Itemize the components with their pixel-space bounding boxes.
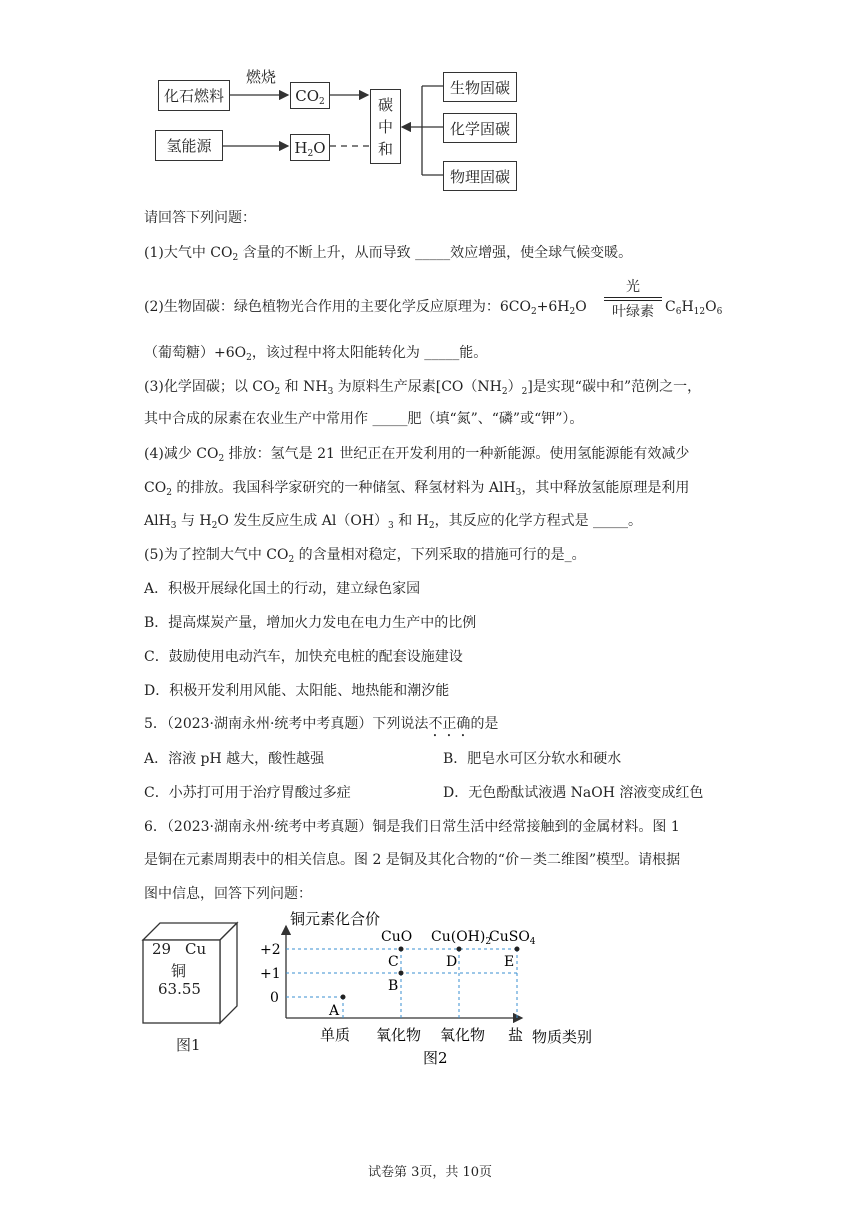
bio-fixation-label: 生物固碳 — [449, 78, 510, 97]
burn-label: 燃烧 — [246, 68, 277, 86]
question-4-line-1: (4)减少 $CO_2$ 排放：氢气是 21 世纪正在开发利用的一种新能源。使用氢能源能有效减少 — [144, 446, 690, 464]
point-label-e: E — [504, 954, 515, 970]
compound-name: CuO — [381, 929, 413, 945]
problem-5-option-b: B．肥皂水可区分软水和硬水 — [443, 751, 622, 767]
phys-fixation-label: 物理固碳 — [449, 167, 510, 186]
compound-name: $Cu(OH)_2$ — [431, 929, 492, 947]
problem-6-line-1: 6．（2023·湖南永州·统考中考真题）铜是我们日常生活中经常接触到的金属材料。图 1 — [144, 819, 680, 835]
chart-points — [328, 929, 536, 1019]
option-a: A．积极开展绿化国土的行动，建立绿色家园 — [144, 581, 421, 597]
x-tick-label: 单质 — [320, 1026, 351, 1044]
question-4-line-3: AlH$_3$ 与 $H_2O$ 发生反应生成 $Al(OH)_3$ 和 $H_2$，其反应的化学方程式是 _____。 — [144, 513, 643, 531]
glucose-formula: $C_6H_{12}O_6$ — [665, 299, 723, 317]
atomic-number: 29 — [152, 940, 172, 958]
page-footer: 试卷第 3页，共 10页 — [367, 1165, 493, 1180]
chem-fixation-label: 化学固碳 — [449, 119, 510, 138]
condition-top: 光 — [626, 279, 640, 295]
option-c: C．鼓励使用电动汽车，加快充电桩的配套设施建设 — [144, 649, 463, 665]
hydrogen-label: 氢能源 — [166, 137, 212, 155]
atomic-mass: 63.55 — [158, 980, 201, 998]
chart-gridlines — [286, 949, 517, 1018]
x-tick-label: 盐 — [508, 1026, 524, 1044]
point-label-a: A — [329, 1003, 340, 1019]
point-label-b: B — [388, 978, 399, 994]
question-2-line-2: （葡萄糖）$+6O_2$，该过程中将太阳能转化为 _____能。 — [144, 345, 488, 363]
problem-5-option-d: D．无色酚酞试液遇 NaOH 溶液变成红色 — [443, 785, 704, 801]
x-tick-label: 氧化物 — [376, 1026, 422, 1044]
y-tick-label: 0 — [270, 990, 279, 1006]
point-label-c: C — [388, 954, 399, 970]
carbon-neutral-char: 和 — [377, 139, 393, 158]
problem-5-option-c: C．小苏打可用于治疗胃酸过多症 — [144, 785, 351, 801]
element-name: 铜 — [171, 962, 187, 980]
h2o-label: $H_2O$ — [294, 138, 326, 159]
point-b — [399, 971, 404, 976]
question-2-line-1: (2)生物固碳：绿色植物光合作用的主要化学反应原理为：$6CO_2+6H_2O$ — [144, 299, 587, 317]
figure-1-caption: 图1 — [176, 1036, 201, 1054]
question-3-line-2: 其中合成的尿素在农业生产中常用作 _____肥（填“氮”、“磷”或“钾”）。 — [144, 411, 584, 427]
point-a — [341, 995, 346, 1000]
chart-ylabel: 铜元素化合价 — [290, 910, 381, 928]
question-1: (1)大气中 $CO_2$ 含量的不断上升，从而导致 _____效应增强，使全球气候变暖。 — [144, 245, 633, 263]
option-b: B．提高煤炭产量，增加火力发电在电力生产中的比例 — [144, 615, 477, 631]
fossil-fuel-label: 化石燃料 — [163, 87, 224, 105]
emphasis-text: 不正确 — [428, 716, 471, 732]
co2-label: $CO_2$ — [295, 86, 325, 107]
question-3-line-1: (3)化学固碳；以 $CO_2$ 和 $NH_3$ 为原料生产尿素$[CO(NH_2)_2]$是实现“碳中和”范例之一， — [144, 379, 702, 397]
compound-name: CuSO$_4$ — [489, 929, 536, 947]
problem-5-stem: 5．（2023·湖南永州·统考中考真题）下列说法不正确的是 — [144, 716, 499, 732]
carbon-neutral-char: 碳 — [377, 95, 393, 114]
problem-6-line-3: 图中信息，回答下列问题： — [144, 886, 312, 902]
point-label-d: D — [446, 954, 458, 970]
carbon-neutral-char: 中 — [377, 117, 393, 136]
chart-xlabel: 物质类别 — [532, 1028, 593, 1046]
y-tick-label: +1 — [260, 966, 281, 982]
problem-5-option-a: A．溶液 pH 越大，酸性越强 — [144, 751, 325, 767]
question-5: (5)为了控制大气中 $CO_2$ 的含量相对稳定，下列采取的措施可行的是_。 — [144, 547, 586, 565]
option-d: D．积极开发利用风能、太阳能、地热能和潮汐能 — [144, 683, 450, 699]
problem-6-line-2: 是铜在元素周期表中的相关信息。图 2 是铜及其化合物的“价－类二维图”模型。请根据 — [144, 852, 681, 868]
point-d — [457, 947, 462, 952]
point-c — [399, 947, 404, 952]
condition-bottom: 叶绿素 — [612, 304, 654, 320]
figure-2-caption: 图2 — [423, 1049, 448, 1067]
y-tick-label: +2 — [260, 942, 281, 958]
intro-text: 请回答下列问题： — [144, 210, 256, 226]
question-4-line-2: $CO_2$ 的排放。我国科学家研究的一种储氢、释氢材料为 AlH$_3$，其中释放氢能原理是利用 — [144, 480, 690, 498]
point-e — [515, 947, 520, 952]
x-tick-label: 氧化物 — [440, 1026, 486, 1044]
element-symbol: Cu — [185, 940, 207, 958]
